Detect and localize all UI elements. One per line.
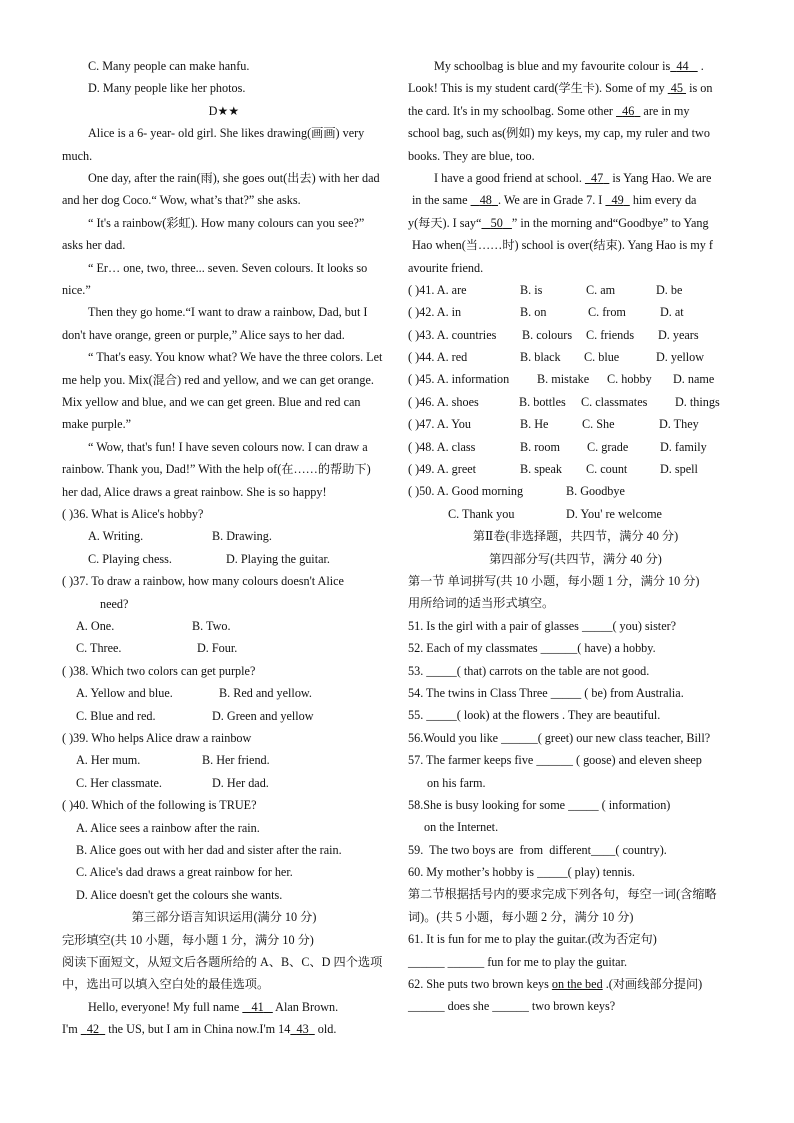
cloze-options <box>408 279 743 525</box>
section-1-title: 第一节 单词拼写(共 10 小题，每小题 1 分，满分 10 分) <box>408 573 700 588</box>
option: D. Green and yellow <box>212 708 314 723</box>
options-50-ab <box>408 480 743 502</box>
option: B. speak <box>520 462 562 477</box>
section-2-title: 第二节根据括号内的要求完成下列各句，每空一词(含缩略 <box>408 887 717 902</box>
passage-paragraph: One day, after the rain(雨), she goes out(出去) with her dad and her dog Coco.“ Wow, what’s that?” she asks. <box>62 170 380 208</box>
option: C. friends <box>586 327 635 342</box>
option: D. Alice doesn't get the colours she wants. <box>76 887 283 902</box>
right-column <box>408 55 743 1018</box>
option: ( )50. A. Good morning <box>408 484 524 499</box>
options-39-ab <box>62 749 386 771</box>
options-38-ab <box>62 682 386 704</box>
option: B. Her friend. <box>202 753 270 768</box>
option: D. You' re welcome <box>566 506 662 521</box>
options-49 <box>408 458 743 480</box>
option: B. Goodbye <box>566 484 625 499</box>
options-36-ab <box>62 525 386 547</box>
option: D. family <box>660 439 707 454</box>
options-41 <box>408 279 743 301</box>
option: C. Her classmate. <box>76 775 162 790</box>
option: ( )43. A. countries <box>408 327 497 342</box>
option: A. One. <box>76 619 115 634</box>
blank-48 <box>471 193 498 207</box>
option: B. He <box>520 417 549 432</box>
section-1-instructions: 用所给词的适当形式填空。 <box>408 596 555 611</box>
cloze-line <box>408 55 743 77</box>
cloze-line <box>408 77 743 99</box>
question-60: 60. My mother’s hobby is _____( play) tennis. <box>408 865 635 880</box>
option: C. grade <box>587 439 629 454</box>
blank-number: 47 <box>591 170 604 185</box>
question-53: 53. _____( that) carrots on the table are not good. <box>408 663 650 678</box>
option: C. count <box>586 462 628 477</box>
blank-number: 42 <box>86 1022 100 1037</box>
option: ( )46. A. shoes <box>408 394 479 409</box>
options-44 <box>408 346 743 368</box>
blank-number: 43 <box>296 1022 309 1037</box>
option: ( )47. A. You <box>408 417 471 432</box>
blank-number: 48 <box>479 193 492 208</box>
option: A. Her mum. <box>76 753 141 768</box>
option: D. things <box>675 394 720 409</box>
blank-50 <box>481 216 511 230</box>
option: C. She <box>582 417 615 432</box>
cloze-line: school bag, such as(例如) my keys, my cap, my ruler and two <box>408 126 710 141</box>
question-38: ( )38. Which two colors can get purple? <box>62 663 256 678</box>
option: B. mistake <box>537 372 590 387</box>
blank-41 <box>242 1000 272 1014</box>
text: the card. It's in my schoolbag. Some other <box>408 103 616 118</box>
option: C. Blue and red. <box>76 708 156 723</box>
option: ( )49. A. greet <box>408 462 477 477</box>
text: are in my <box>640 103 690 118</box>
cloze-line <box>408 167 743 189</box>
option: B. on <box>520 305 547 320</box>
part-3-title: 第三部分语言知识运用(满分 10 分) <box>131 910 317 925</box>
question-40: ( )40. Which of the following is TRUE? <box>62 798 257 813</box>
blank-number: 50 <box>490 215 503 230</box>
option: C. Playing chess. <box>88 551 172 566</box>
text: ” in the morning and“Goodbye” to Yang <box>511 215 709 230</box>
options-46 <box>408 391 743 413</box>
options-48 <box>408 436 743 458</box>
cloze-instructions: 阅读下面短文，从短文后各题所给的 A、B、C、D 四个选项中，选出可以填入空白处的最佳选项。 <box>62 954 383 992</box>
blank-44 <box>670 59 697 73</box>
option: A. Alice sees a rainbow after the rain. <box>76 820 260 835</box>
cloze-line: books. They are blue, too. <box>408 148 535 163</box>
options-50-cd <box>408 503 743 525</box>
option: D. They <box>659 417 699 432</box>
underlined-phrase: on the bed <box>551 977 603 992</box>
option: ( )44. A. red <box>408 350 468 365</box>
question-61: 61. It is fun for me to play the guitar.(改为否定句) <box>408 932 657 947</box>
question-36: ( )36. What is Alice's hobby? <box>62 507 204 522</box>
question-57-cont: on his farm. <box>427 775 486 790</box>
option: A. Writing. <box>88 529 144 544</box>
option: B. Red and yellow. <box>219 686 312 701</box>
option: D. name <box>673 372 715 387</box>
blank-number: 44 <box>676 59 689 73</box>
option: C. Alice's dad draws a great rainbow for her. <box>76 865 293 880</box>
option: D. Four. <box>197 641 238 656</box>
text: the US, but I am in China now.I'm 14 <box>105 1022 291 1037</box>
question-54: 54. The twins in Class Three _____ ( be) from Australia. <box>408 685 684 700</box>
cloze-line: Hao when(当……时) school is over(结束). Yang Hao is my f <box>412 238 713 253</box>
options-45 <box>408 368 743 390</box>
options-47 <box>408 413 743 435</box>
question-59: 59. The two boys are from different____( country). <box>408 842 667 857</box>
question-37-cont: need? <box>100 596 129 611</box>
option: C. hobby <box>607 372 652 387</box>
option: B. Two. <box>192 619 231 634</box>
question-62 <box>408 973 743 995</box>
options-38-cd <box>62 705 386 727</box>
option-d-prev: D. Many people like her photos. <box>88 81 246 96</box>
option: C. am <box>586 282 616 297</box>
option: D. at <box>660 305 684 320</box>
blank-42 <box>81 1022 105 1036</box>
text: 62. She puts two brown keys <box>408 977 552 992</box>
option: A. Yellow and blue. <box>76 686 173 701</box>
passage-paragraph: “ That's easy. You know what? We have the three colors. Let me help you. Mix(混合) red and yellow, and we can get orange. Mix yellow and blue, and we can get green. Blue and red can make purple.” <box>62 350 383 432</box>
blank-number: 45 <box>670 81 683 96</box>
question-57: 57. The farmer keeps five ______ ( goose) and eleven sheep <box>408 753 702 768</box>
option: C. blue <box>584 350 620 365</box>
part-4-title: 第四部分写(共四节，满分 40 分) <box>489 551 662 566</box>
blank-45 <box>668 81 686 95</box>
cloze-line <box>408 212 743 234</box>
passage-paragraph: “ Wow, that's fun! I have seven colours now. I can draw a rainbow. Thank you, Dad!” With the help of(在……的帮助下) her dad, Alice draws a great rainbow. She is so happy! <box>62 439 371 499</box>
volume-2-title: 第Ⅱ卷(非选择题，共四节，满分 40 分) <box>472 529 679 544</box>
passage-paragraph: Alice is a 6- year- old girl. She likes drawing(画画) very much. <box>62 126 365 163</box>
text: him every da <box>629 193 697 208</box>
option: ( )41. A. are <box>408 282 467 297</box>
option: D. yellow <box>656 350 705 365</box>
option: D. be <box>656 282 683 297</box>
passage-paragraph: “ It's a rainbow(彩虹). How many colours can you see?” asks her dad. <box>62 215 365 253</box>
cloze-line: avourite friend. <box>408 260 484 275</box>
cloze-line <box>62 996 386 1018</box>
question-58: 58.She is busy looking for some _____ ( information) <box>408 797 671 812</box>
blank-number: 46 <box>622 103 635 118</box>
option: D. Playing the guitar. <box>226 551 330 566</box>
cloze-line <box>62 1018 386 1040</box>
left-column <box>62 55 386 1040</box>
options-43 <box>408 324 743 346</box>
text: is on <box>686 81 713 96</box>
options-36-cd <box>62 548 386 570</box>
option: B. bottles <box>519 394 566 409</box>
passage-paragraph: “ Er… one, two, three... seven. Seven colours. It looks so nice.” <box>62 260 368 298</box>
question-51: 51. Is the girl with a pair of glasses _____( you) sister? <box>408 618 677 633</box>
blank-47 <box>585 171 609 185</box>
options-37-cd <box>62 637 386 659</box>
options-39-cd <box>62 772 386 794</box>
section-2-title-cont: 词)。(共 5 小题，每小题 2 分，满分 10 分) <box>408 909 634 924</box>
option-c-prev: C. Many people can make hanfu. <box>88 59 250 73</box>
cloze-title: 完形填空(共 10 小题，每小题 1 分，满分 10 分) <box>62 932 314 947</box>
blank-number: 49 <box>611 193 624 208</box>
text: I'm <box>62 1022 81 1037</box>
text: .(对画线部分提问) <box>602 977 703 992</box>
blank-49 <box>605 193 629 207</box>
cloze-line <box>408 189 743 211</box>
blank-46 <box>616 104 640 118</box>
cloze-line <box>408 100 743 122</box>
blank-43 <box>290 1022 314 1036</box>
text: is Yang Hao. We are <box>609 170 712 185</box>
option: B. room <box>520 439 560 454</box>
text: Hello, everyone! My full name <box>88 999 243 1014</box>
option: D. years <box>658 327 699 342</box>
section-d-title: D★★ <box>208 103 240 118</box>
options-37-ab <box>62 615 386 637</box>
option: ( )45. A. information <box>408 372 510 387</box>
text: My schoolbag is blue and my favourite colour is <box>434 59 671 73</box>
option: B. Drawing. <box>212 529 272 544</box>
question-55: 55. _____( look) at the flowers . They are beautiful. <box>408 708 661 723</box>
option: C. Three. <box>76 641 122 656</box>
option: B. black <box>520 350 561 365</box>
option: C. from <box>588 305 626 320</box>
text: in the same <box>412 193 471 208</box>
question-39: ( )39. Who helps Alice draw a rainbow <box>62 730 252 745</box>
option: B. colours <box>522 327 573 342</box>
text: I have a good friend at school. <box>434 170 585 185</box>
text: . <box>697 59 704 73</box>
text: Look! This is my student card(学生卡). Some of my <box>408 81 668 96</box>
question-61-answer-line: ______ ______ fun for me to play the guitar. <box>408 954 627 969</box>
text: old. <box>314 1022 337 1037</box>
option: D. Her dad. <box>212 775 269 790</box>
option: D. spell <box>660 462 698 477</box>
text: Alan Brown. <box>272 999 339 1014</box>
option: B. Alice goes out with her dad and sister after the rain. <box>76 842 342 857</box>
option: C. classmates <box>581 394 648 409</box>
option: C. Thank you <box>448 506 515 521</box>
option: B. is <box>520 282 543 297</box>
blank-number: 41 <box>251 999 264 1014</box>
question-62-answer-line: ______ does she ______ two brown keys? <box>408 999 616 1014</box>
question-37: ( )37. To draw a rainbow, how many colours doesn't Alice <box>62 574 344 589</box>
option: ( )42. A. in <box>408 305 462 320</box>
text: y(每天). I say“ <box>408 215 482 230</box>
option: ( )48. A. class <box>408 439 476 454</box>
question-56: 56.Would you like ______( greet) our new class teacher, Bill? <box>408 730 711 745</box>
options-42 <box>408 301 743 323</box>
text: . We are in Grade 7. I <box>497 193 606 208</box>
question-52: 52. Each of my classmates ______( have) a hobby. <box>408 641 656 656</box>
question-58-cont: on the Internet. <box>424 820 499 835</box>
passage-paragraph: Then they go home.“I want to draw a rainbow, Dad, but I don't have orange, green or purple,” Alice says to her dad. <box>62 305 368 342</box>
